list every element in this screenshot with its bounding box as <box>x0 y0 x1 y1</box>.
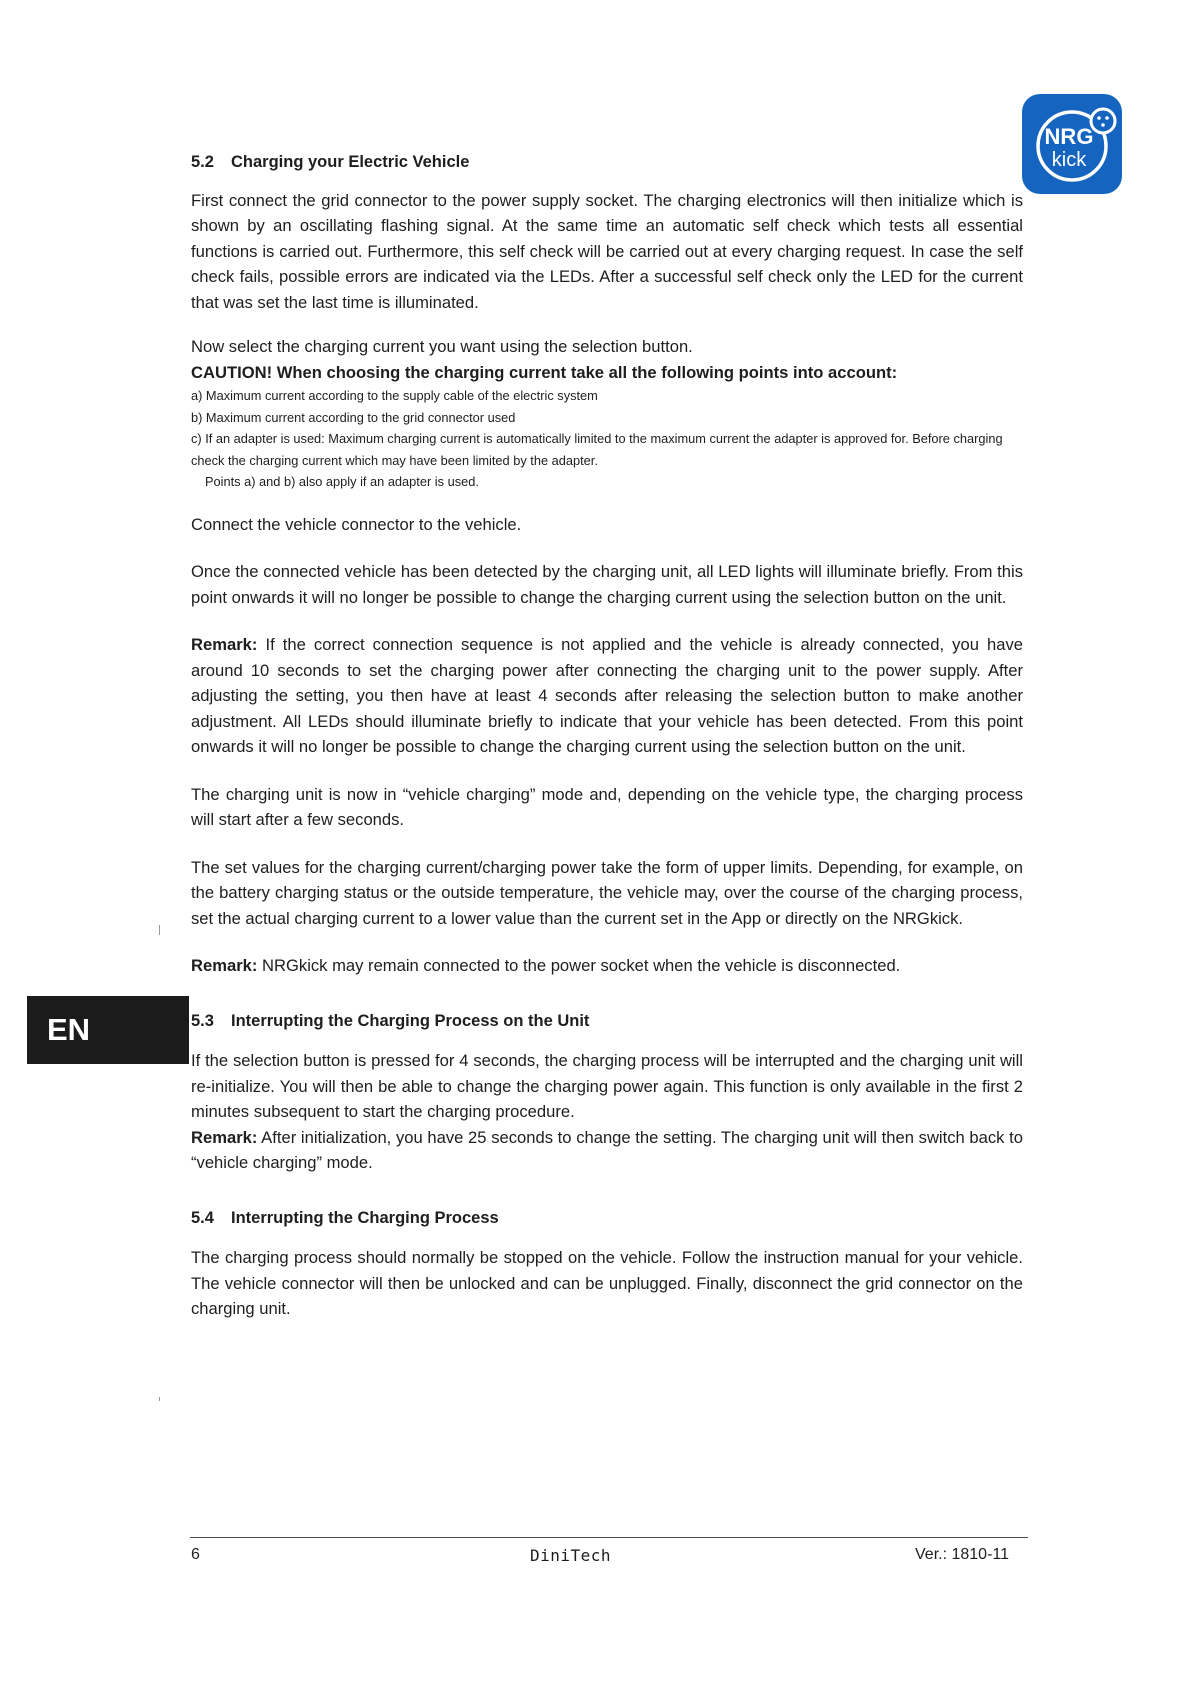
remark-paragraph <box>191 632 1023 760</box>
section-title: Interrupting the Charging Process on the Unit <box>231 1011 590 1030</box>
points-note: Points a) and b) also apply if an adapter is used. <box>205 474 479 489</box>
logo-text-bottom: kick <box>1051 149 1087 171</box>
remark-label: Remark: <box>191 956 258 975</box>
version-label: Ver.: 1810-11 <box>915 1546 1009 1563</box>
brand-logo-text: DiniTech <box>530 1546 612 1565</box>
logo-text-top: NRG <box>1044 124 1094 149</box>
margin-mark <box>159 1397 160 1401</box>
remark-paragraph <box>191 953 1023 979</box>
nrgkick-logo-graphic <box>1022 94 1122 194</box>
section-number: 5.3 <box>191 1011 214 1030</box>
list-item: c) If an adapter is used: Maximum charging current is automatically limited to the maximum current the adapter is approved for. Before charging check the charging current which may have been limited by the adapter. <box>191 431 1003 468</box>
section-5-3-heading <box>191 1009 1023 1035</box>
page-content <box>191 150 1023 1322</box>
nrgkick-logo <box>1022 94 1122 194</box>
page-number: 6 <box>191 1546 200 1563</box>
section-title: Interrupting the Charging Process <box>231 1208 499 1227</box>
section-number: 5.4 <box>191 1208 214 1227</box>
paragraph: Connect the vehicle connector to the vehicle. <box>191 514 522 534</box>
remark-label: Remark: <box>191 635 258 654</box>
paragraph: Once the connected vehicle has been detected by the charging unit, all LED lights will illuminate briefly. From this point onwards it will no longer be possible to change the charging current using the selection button on the unit. <box>191 562 1023 607</box>
remark-text: NRGkick may remain connected to the power socket when the vehicle is disconnected. <box>257 956 901 975</box>
section-5-4-heading <box>191 1206 1023 1232</box>
section-title: Charging your Electric Vehicle <box>231 153 470 171</box>
caution-text: CAUTION! When choosing the charging current take all the following points into account: <box>191 362 898 382</box>
paragraph-text: If the selection button is pressed for 4 seconds, the charging process will be interrupted and the charging unit will re-initialize. You will then be able to change the charging power again. This function is only available in the first 2 minutes subsequent to start the charging procedure. <box>191 1051 1023 1121</box>
language-tab: EN <box>27 996 189 1064</box>
paragraph: The charging process should normally be stopped on the vehicle. Follow the instruction manual for your vehicle. The vehicle connector will then be unlocked and can be unplugged. Finally, disconnect the grid connector on the charging unit. <box>191 1248 1023 1318</box>
section-5-2-heading <box>191 150 1023 176</box>
paragraph: Now select the charging current you want using the selection button. <box>191 337 693 356</box>
paragraph: The charging unit is now in “vehicle charging” mode and, depending on the vehicle type, the charging process will start after a few seconds. <box>191 784 1023 829</box>
list-item: a) Maximum current according to the supply cable of the electric system <box>191 388 598 403</box>
footer-divider <box>190 1537 1028 1538</box>
margin-mark <box>159 925 160 935</box>
paragraph: First connect the grid connector to the power supply socket. The charging electronics will then initialize which is shown by an oscillating flashing signal. At the same time an automatic self check which tests all essential functions is carried out. Furthermore, this self check will be carried out at every charging request. In case the self check fails, possible errors are indicated via the LEDs. After a successful self check only the LED for the current that was set the last time is illuminated. <box>191 190 1023 312</box>
remark-text: After initialization, you have 25 seconds to change the setting. The charging unit will then switch back to “vehicle charging” mode. <box>191 1127 1023 1172</box>
points-list <box>191 385 1023 493</box>
paragraph: The set values for the charging current/charging power take the form of upper limits. Depending, for example, on the battery charging status or the outside temperature, the vehicle may, over the course of the charging process, set the actual charging current to a lower value than the current set in the App or directly on the NRGkick. <box>191 857 1023 928</box>
section-number: 5.2 <box>191 153 214 171</box>
remark-text: If the correct connection sequence is not applied and the vehicle is already connected, you have around 10 seconds to set the charging power after connecting the charging unit to the power supply. After adjusting the setting, you then have at least 4 seconds after releasing the selection button to make another adjustment. All LEDs should illuminate briefly to indicate that your vehicle has been detected. From this point onwards it will no longer be possible to change the charging current using the selection button on the unit. <box>191 635 1023 756</box>
paragraph <box>191 1048 1023 1176</box>
remark-label: Remark: <box>191 1127 258 1147</box>
list-item: b) Maximum current according to the grid connector used <box>191 409 516 425</box>
